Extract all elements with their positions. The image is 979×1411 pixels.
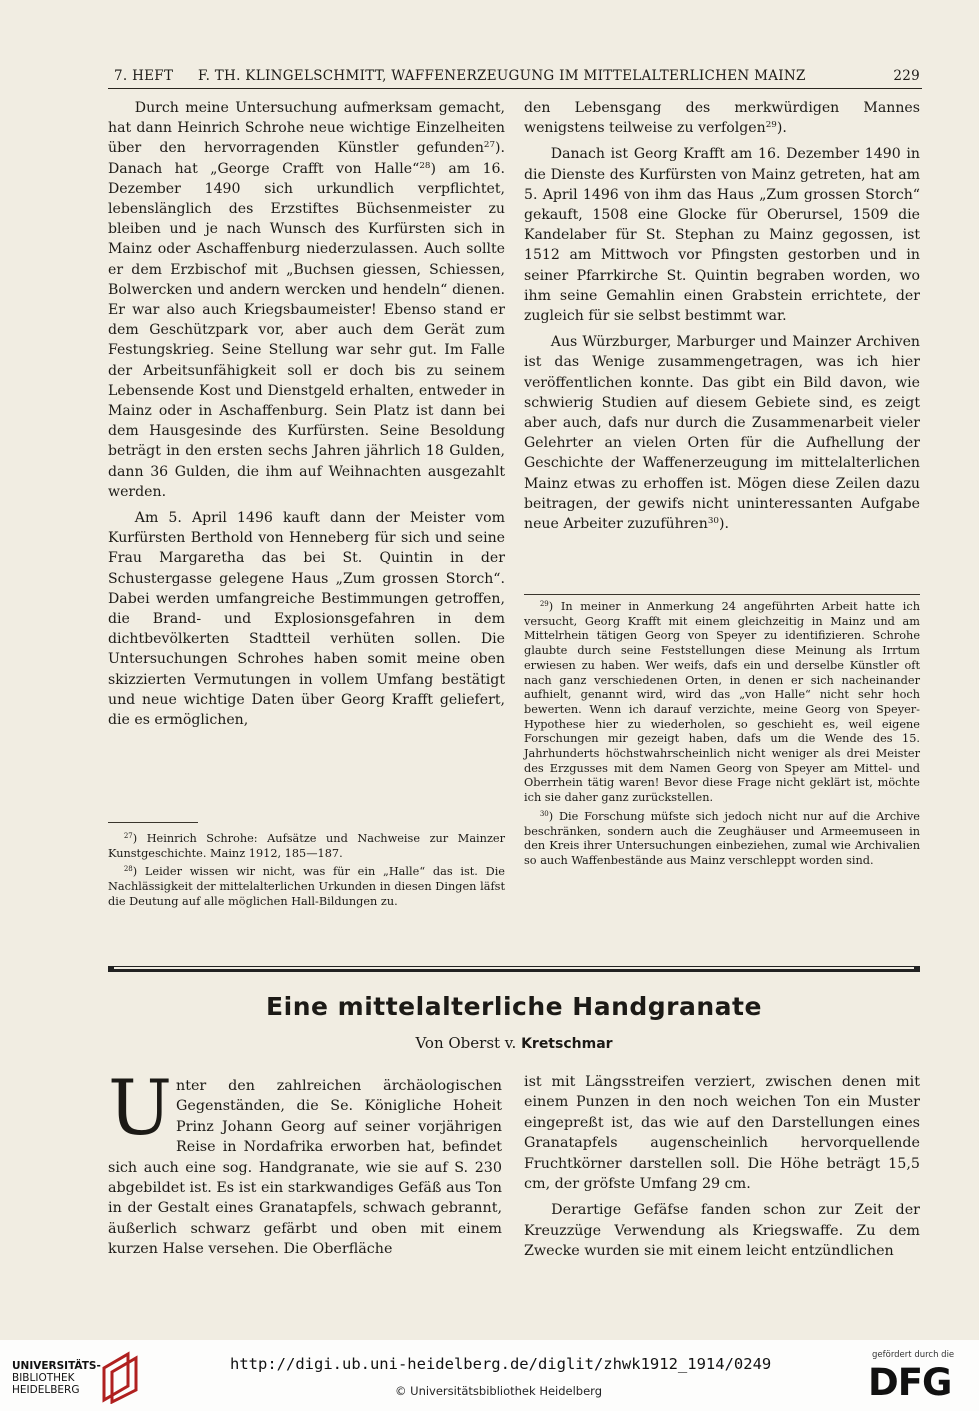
right-footnote-separator [524, 594, 920, 595]
dfg-logo: DFG [868, 1361, 952, 1404]
right-paragraph-2: Danach ist Georg Krafft am 16. Dezember 1490 in die Dienste des Kurfürsten von Mainz getreten, hat am 5. April 1496 von ihm das Haus „Zum grossen Storch“ gekauft, 1508 eine Glocke für Oberursel, 1509 die Kandelaber für St. Stephan zu Mainz gegossen, ist 1512 am Mittwoch vor Pfingsten gestorben und in seiner Pfarrkirche St. Quintin begraben worden, wo ihm seine Gemahlin einen Grabstein errichtete, der zugleich für sie selbst bestimmt war. [524, 146, 920, 325]
issue-label: 7. HEFT [114, 68, 174, 84]
footnote-27: $^{27}$) Heinrich Schrohe: Aufsätze und Nachweise zur Mainzer Kunstgeschichte. Mainz 1912, 185—187. [108, 831, 505, 860]
article-right-column [524, 1072, 920, 1262]
library-name: UNIVERSITÄTS- BIBLIOTHEK HEIDELBERG [12, 1360, 101, 1396]
left-column [108, 98, 505, 730]
library-logo-icon [98, 1350, 142, 1404]
section-divider-rule [108, 964, 920, 976]
right-paragraph-1: den Lebensgang des merkwürdigen Mannes wenigstens teilweise zu verfolgen$^{29}$). [524, 100, 920, 137]
byline-prefix: Von Oberst v. [415, 1034, 517, 1052]
funding-note: gefördert durch die [872, 1350, 955, 1360]
footnote-29: $^{29}$) In meiner in Anmerkung 24 angeführten Arbeit hatte ich versucht, Georg Krafft mit einem gleichzeitig in Mainz und am Mittelrhein tätigen Georg von Speyer zu identifizieren. Schrohe glaubte durch seine Feststellungen diese Meinung als Irrtum erwiesen zu haben. Wer weifs, dafs ein und derselbe Künstler oft nach ganz verschiedenen Orten, in denen er sich nacheinander aufhielt, genannt wird, wird das „von Halle“ nicht sehr hoch bewerten. Wenn ich darauf verzichte, meine Georg von Speyer-Hypothese hier zu wiederholen, so geschieht es, weil eigene Forschungen mir gezeigt haben, dafs um die Wende des 15. Jahrhunderts höchstwahrscheinlich nicht weniger als drei Meister des Erzgusses mit dem Namen Georg von Speyer am Mittel- und Oberrhein tätig waren! Bevor diese Frage nicht geklärt ist, möchte ich sie daher ganz zurückstellen. [524, 599, 920, 805]
running-header [108, 66, 922, 89]
article-paragraph-2: ist mit Längsstreifen verziert, zwischen denen mit einem Punzen in den noch weichen Ton ein Muster eingepreßt ist, das wie auf den Darstellungen eines Granatapfels augenscheinlich hervorquellende Fruchtkörner darstellen soll. Die Höhe beträgt 15,5 cm, der gröfste Umfang 29 cm. [524, 1074, 920, 1193]
running-title: F. TH. KLINGELSCHMITT, WAFFENERZEUGUNG IM MITTELALTERLICHEN MAINZ [198, 68, 806, 84]
left-footnotes [108, 832, 505, 910]
page-number: 229 [893, 68, 920, 84]
right-column [524, 98, 920, 534]
left-paragraph-1: Durch meine Untersuchung aufmerksam gemacht, hat dann Heinrich Schrohe neue wichtige Einzelheiten über den hervorragenden Künstler gefunden$^{27}$). Danach hat „George Crafft von Halle“$^{28}$) am 16. Dezember 1490 sich urkundlich verpflichtet, lebenslänglich des Erzstiftes Büchsenmeister zu bleiben und je nach Wunsch des Kurfürsten sich in Mainz oder Aschaffenburg niederzulassen. Auch sollte er dem Erzbischof mit „Buchsen giessen, Schiessen, Bolwercken und andern wercken und hendeln“ dienen. Er war also auch Kriegsbaumeister! Ebenso stand er dem Geschützpark vor, aber auch dem Gerät zum Festungskrieg. Seine Stellung war sehr gut. Im Falle der Arbeitsunfähigkeit soll er doch bis zu seinem Lebensende Kost und Dienstgeld erhalten, entweder in Mainz oder in Aschaffenburg. Sein Platz ist dann bei dem Hausgesinde des Kurfürsten. Seine Besoldung beträgt in den ersten sechs Jahren jährlich 18 Gulden, dann 36 Gulden, die ihm auf Weihnachten ausgezahlt werden. [108, 100, 505, 500]
drop-cap: U [108, 1063, 173, 1152]
right-paragraph-3: Aus Würzburger, Marburger und Mainzer Archiven ist das Wenige zusammengetragen, was ich hier veröffentlichen konnte. Das gibt ein Bild davon, wie schwierig Studien auf diesem Gebiete sind, es zeigt aber auch, dafs nur durch die Zusammenarbeit vieler Gelehrter an vielen Orten für die Aufhellung der Geschichte der Waffenerzeugung im mittelalterlichen Mainz etwas zu erhoffen ist. Mögen diese Zeilen dazu beitragen, der gewifs nicht uninteressanten Aufgabe neue Arbeiter zuzuführen$^{30}$). [524, 334, 920, 533]
article-left-column [108, 1063, 502, 1260]
article-title: Eine mittelalterliche Handgranate [266, 992, 762, 1021]
left-paragraph-2: Am 5. April 1496 kauft dann der Meister vom Kurfürsten Berthold von Henneberg für sich und seine Frau Margaretha das bei St. Quintin in der Schustergasse gelegene Haus „Zum grossen Storch“. Dabei werden umfangreiche Bestimmungen getroffen, die Brand- und Explosionsgefahren in dem dichtbevölkerten Stadtteil verhüten sollen. Die Untersuchungen Schrohes haben somit meine oben skizzierten Vermutungen in vollem Umfang bestätigt und neue wichtige Daten über Georg Krafft geliefert, die es ermöglichen, [108, 510, 505, 729]
article-byline [108, 1034, 920, 1052]
article-paragraph-3: Derartige Gefäfse fanden schon zur Zeit der Kreuzzüge Verwendung als Kriegswaffe. Zu dem Zwecke wurden sie mit einem leicht entzündlichen [524, 1202, 920, 1260]
article-paragraph-1: Unter den zahlreichen ärchäologischen Gegenständen, die Se. Königliche Hoheit Prinz Johann Georg auf seiner vorjährigen Reise in Nordafrika erworben hat, befindet sich auch eine sog. Handgranate, wie sie auf S. 230 abgebildet ist. Es ist ein starkwandiges Gefäß aus Ton in der Gestalt eines Granatapfels, schwach gebrannt, äußerlich schwarz gefärbt und oben mit einem kurzen Halse versehen. Die Oberfläche [108, 1063, 502, 1258]
digitization-footer [0, 1340, 979, 1411]
copyright-notice: © Universitätsbibliothek Heidelberg [395, 1384, 603, 1398]
author-name: Kretschmar [521, 1036, 613, 1052]
footnote-28: $^{28}$) Leider wissen wir nicht, was für ein „Halle“ das ist. Die Nachlässigkeit der mittelalterlichen Urkunden in diesen Dingen läfst die Deutung auf alle möglichen Hall-Bildungen zu. [108, 865, 505, 908]
permalink-url[interactable]: http://digi.ub.uni-heidelberg.de/diglit/zhwk1912_1914/0249 [230, 1355, 772, 1373]
right-footnotes [524, 600, 920, 869]
footnote-30: $^{30}$) Die Forschung müfste sich jedoch nicht nur auf die Archive beschränken, sondern auch die Zeughäuser und Armeemuseen in den Kreis ihrer Untersuchungen einbeziehen, zumal wie Archivalien so auch Waffenbestände aus Mainz verschleppt worden sind. [524, 809, 920, 867]
left-footnote-separator [108, 822, 198, 823]
